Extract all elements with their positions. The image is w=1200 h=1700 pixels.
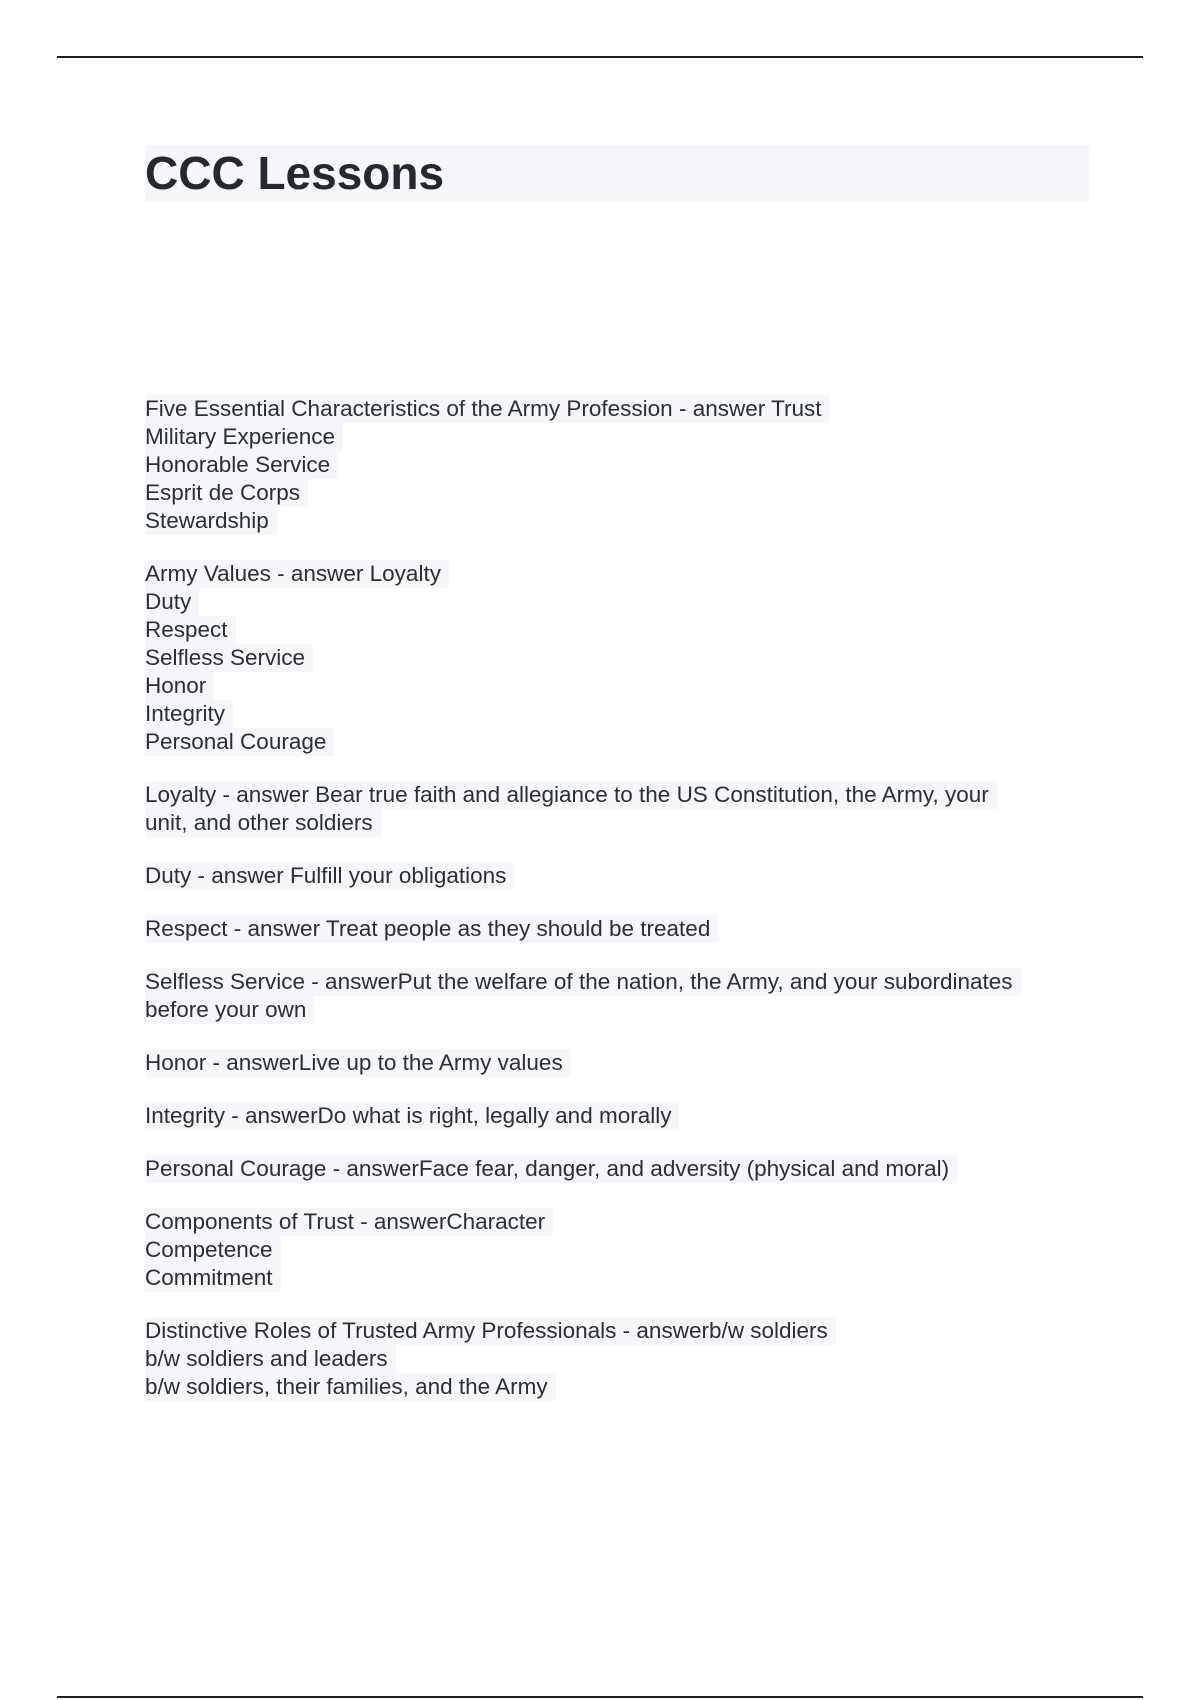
card-line: Respect - answer Treat people as they should be treated xyxy=(145,915,718,943)
flashcard-duty xyxy=(145,862,1090,890)
flashcard-essential-characteristics xyxy=(145,395,1090,535)
card-line: Esprit de Corps xyxy=(145,479,308,507)
flashcard-honor xyxy=(145,1049,1090,1077)
flashcard-army-values xyxy=(145,560,1090,756)
card-line: Stewardship xyxy=(145,507,277,535)
flashcard-respect xyxy=(145,915,1090,943)
card-line: Loyalty - answer Bear true faith and allegiance to the US Constitution, the Army, your xyxy=(145,781,997,809)
card-line: Honor xyxy=(145,672,214,700)
flashcard-list xyxy=(145,395,1090,1426)
bottom-rule xyxy=(57,1696,1143,1698)
flashcard-loyalty xyxy=(145,781,1090,837)
card-line: Integrity - answerDo what is right, legally and morally xyxy=(145,1102,679,1130)
card-line: Duty xyxy=(145,588,199,616)
card-line: Personal Courage - answerFace fear, danger, and adversity (physical and moral) xyxy=(145,1155,957,1183)
card-line: Honor - answerLive up to the Army values xyxy=(145,1049,571,1077)
card-line: Personal Courage xyxy=(145,728,334,756)
top-rule xyxy=(57,56,1143,58)
card-line: Commitment xyxy=(145,1264,281,1292)
card-line: Selfless Service xyxy=(145,644,313,672)
card-line: Respect xyxy=(145,616,236,644)
card-line: unit, and other soldiers xyxy=(145,809,381,837)
card-line: before your own xyxy=(145,996,314,1024)
page-title: CCC Lessons xyxy=(145,147,445,199)
card-line: b/w soldiers and leaders xyxy=(145,1345,396,1373)
card-line: Duty - answer Fulfill your obligations xyxy=(145,862,514,890)
card-line: Integrity xyxy=(145,700,233,728)
card-line: Components of Trust - answerCharacter xyxy=(145,1208,553,1236)
card-line: Honorable Service xyxy=(145,451,338,479)
card-line: Army Values - answer Loyalty xyxy=(145,560,449,588)
card-line: Competence xyxy=(145,1236,281,1264)
card-line: Distinctive Roles of Trusted Army Professionals - answerb/w soldiers xyxy=(145,1317,836,1345)
flashcard-components-of-trust xyxy=(145,1208,1090,1292)
card-line: Military Experience xyxy=(145,423,343,451)
flashcard-selfless-service xyxy=(145,968,1090,1024)
flashcard-distinctive-roles xyxy=(145,1317,1090,1401)
card-line: Selfless Service - answerPut the welfare of the nation, the Army, and your subordinates xyxy=(145,968,1021,996)
card-line: b/w soldiers, their families, and the Army xyxy=(145,1373,556,1401)
flashcard-integrity xyxy=(145,1102,1090,1130)
flashcard-personal-courage xyxy=(145,1155,1090,1183)
card-line: Five Essential Characteristics of the Army Profession - answer Trust xyxy=(145,395,829,423)
